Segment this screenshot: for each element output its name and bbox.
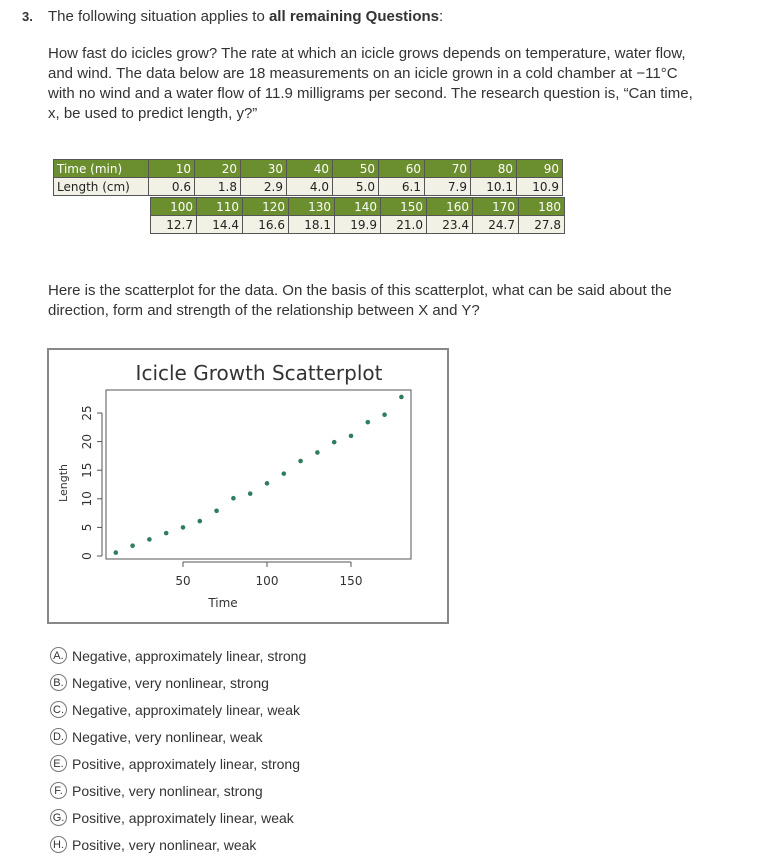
time-cell: 160 xyxy=(427,198,473,216)
length-cell: 27.8 xyxy=(519,216,565,234)
data-point xyxy=(214,509,219,514)
length-cell: 10.9 xyxy=(517,178,563,196)
data-point xyxy=(315,450,320,455)
option-radio[interactable]: C. xyxy=(50,701,67,718)
time-cell: 90 xyxy=(517,160,563,178)
data-point xyxy=(282,471,287,476)
x-tick-label: 150 xyxy=(339,574,363,588)
time-cell: 170 xyxy=(473,198,519,216)
data-point xyxy=(349,434,354,439)
time-cell: 150 xyxy=(381,198,427,216)
time-cell: 180 xyxy=(519,198,565,216)
length-cell: 14.4 xyxy=(197,216,243,234)
time-cell: 60 xyxy=(379,160,425,178)
option-b[interactable] xyxy=(50,669,306,696)
chart-title: Icicle Growth Scatterplot xyxy=(135,361,383,385)
option-a[interactable] xyxy=(50,642,306,669)
length-cell: 6.1 xyxy=(379,178,425,196)
option-text: Positive, approximately linear, weak xyxy=(72,809,294,826)
data-point xyxy=(181,525,186,530)
question-prompt: Here is the scatterplot for the data. On the basis of this scatterplot, what can be said about the direction, form and strength of the relationship between X and Y? xyxy=(48,282,672,319)
y-tick-label: 10 xyxy=(80,491,94,507)
option-text: Negative, very nonlinear, weak xyxy=(72,728,263,745)
data-point xyxy=(164,531,169,536)
data-point xyxy=(231,496,236,501)
y-tick-label: 5 xyxy=(80,523,94,532)
length-cell: 0.6 xyxy=(149,178,195,196)
time-cell: 70 xyxy=(425,160,471,178)
option-text: Negative, very nonlinear, strong xyxy=(72,674,269,691)
question-number: 3. xyxy=(22,9,33,24)
data-point xyxy=(399,395,404,400)
option-radio[interactable]: E. xyxy=(50,755,67,772)
option-d[interactable] xyxy=(50,723,306,750)
length-cell: 12.7 xyxy=(151,216,197,234)
x-tick-label: 100 xyxy=(255,574,279,588)
data-point xyxy=(366,420,371,425)
y-tick-label: 25 xyxy=(80,405,94,421)
length-cell: 1.8 xyxy=(195,178,241,196)
option-radio[interactable]: G. xyxy=(50,809,67,826)
data-point xyxy=(332,440,337,445)
y-axis-label: Length xyxy=(57,464,70,502)
data-point xyxy=(198,519,203,524)
answer-options xyxy=(50,642,306,857)
time-cell: 110 xyxy=(197,198,243,216)
option-text: Negative, approximately linear, weak xyxy=(72,701,301,718)
length-header: Length (cm) xyxy=(54,178,149,196)
x-axis-label: Time xyxy=(208,596,238,610)
option-radio[interactable]: D. xyxy=(50,728,67,745)
time-cell: 10 xyxy=(149,160,195,178)
time-cell: 130 xyxy=(289,198,335,216)
time-cell: 80 xyxy=(471,160,517,178)
data-table-top xyxy=(53,159,563,196)
option-text: Negative, approximately linear, strong xyxy=(72,647,307,664)
question-paragraph: How fast do icicles grow? The rate at which an icicle grows depends on temperature, water flow, and wind. The data below are 18 measurements on an icicle grown in a cold chamber at −11°C with no wind and a water flow of 11.9 milligrams per second. The research question is, “Can time, x, be used to predict length, y?” xyxy=(48,45,693,122)
data-point xyxy=(114,550,119,555)
length-cell: 19.9 xyxy=(335,216,381,234)
time-cell: 50 xyxy=(333,160,379,178)
length-cell: 2.9 xyxy=(241,178,287,196)
option-c[interactable] xyxy=(50,696,306,723)
data-point xyxy=(298,459,303,464)
length-cell: 24.7 xyxy=(473,216,519,234)
length-cell: 7.9 xyxy=(425,178,471,196)
length-cell: 21.0 xyxy=(381,216,427,234)
length-cell: 5.0 xyxy=(333,178,379,196)
data-point xyxy=(382,412,387,417)
time-cell: 20 xyxy=(195,160,241,178)
length-cell: 10.1 xyxy=(471,178,517,196)
option-radio[interactable]: B. xyxy=(50,674,67,691)
intro-suffix: : xyxy=(439,8,444,25)
y-tick-label: 0 xyxy=(80,552,94,560)
option-text: Positive, approximately linear, strong xyxy=(72,755,300,772)
data-point xyxy=(147,537,152,542)
intro-bold: all remaining Questions xyxy=(268,8,440,25)
y-tick-label: 20 xyxy=(80,433,94,450)
option-radio[interactable]: A. xyxy=(50,647,67,664)
length-cell: 4.0 xyxy=(287,178,333,196)
data-point xyxy=(130,543,135,548)
question-intro xyxy=(48,8,443,25)
x-tick-label: 50 xyxy=(175,574,191,588)
length-cell: 23.4 xyxy=(427,216,473,234)
option-radio[interactable]: H. xyxy=(50,836,67,853)
length-cell: 16.6 xyxy=(243,216,289,234)
data-table-bottom xyxy=(150,197,565,234)
option-f[interactable] xyxy=(50,777,306,804)
option-g[interactable] xyxy=(50,804,306,831)
time-cell: 140 xyxy=(335,198,381,216)
time-cell: 100 xyxy=(151,198,197,216)
length-cell: 18.1 xyxy=(289,216,335,234)
option-e[interactable] xyxy=(50,750,306,777)
option-text: Positive, very nonlinear, weak xyxy=(72,836,257,853)
time-cell: 120 xyxy=(243,198,289,216)
y-tick-label: 15 xyxy=(80,462,94,478)
option-text: Positive, very nonlinear, strong xyxy=(72,782,263,799)
data-point xyxy=(265,481,270,486)
data-point xyxy=(248,491,253,496)
option-h[interactable] xyxy=(50,831,306,857)
scatterplot xyxy=(47,348,449,624)
option-radio[interactable]: F. xyxy=(50,782,67,799)
intro-prefix: The following situation applies to xyxy=(48,8,269,25)
time-cell: 30 xyxy=(241,160,287,178)
time-cell: 40 xyxy=(287,160,333,178)
time-header: Time (min) xyxy=(54,160,149,178)
